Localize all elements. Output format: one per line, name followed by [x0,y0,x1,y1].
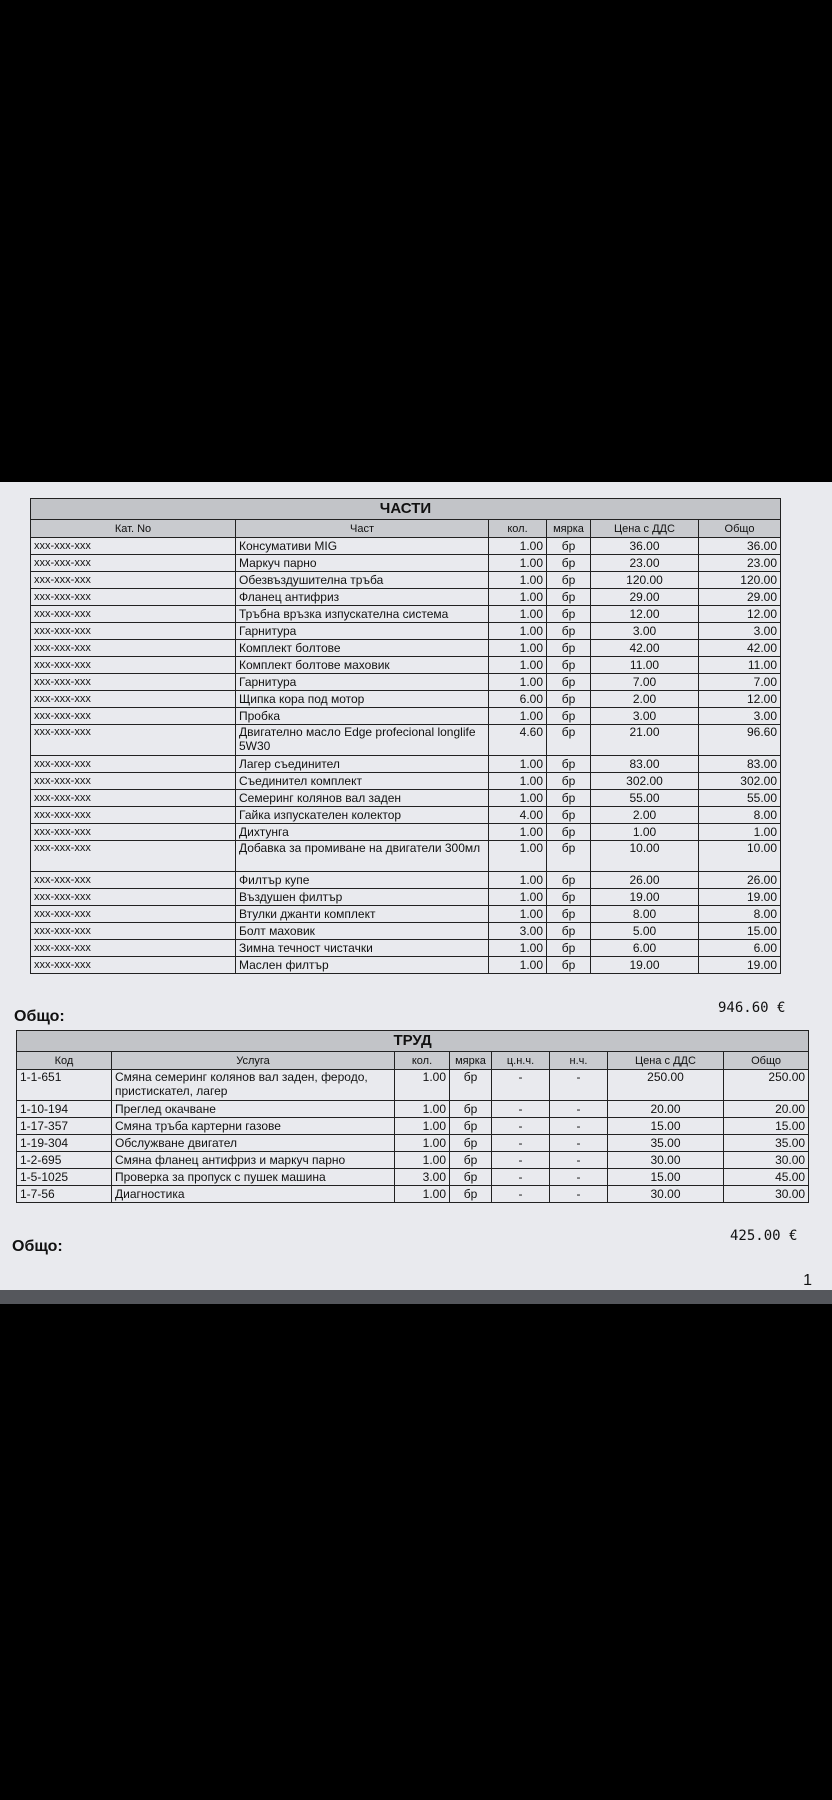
labor-title: ТРУД [17,1031,809,1052]
part-price: 5.00 [591,923,699,940]
parts-total-value: 946.60 € [718,1000,786,1016]
part-total: 302.00 [699,773,781,790]
part-qty: 1.00 [489,773,547,790]
part-total: 8.00 [699,807,781,824]
table-row [31,657,781,674]
part-code: xxx-xxx-xxx [31,940,236,957]
part-price: 19.00 [591,889,699,906]
service-price: 250.00 [608,1070,724,1101]
part-code: xxx-xxx-xxx [31,807,236,824]
service-price: 30.00 [608,1186,724,1203]
part-total: 15.00 [699,923,781,940]
table-row [31,923,781,940]
part-total: 23.00 [699,555,781,572]
service-qty: 1.00 [395,1101,450,1118]
service-qty: 3.00 [395,1169,450,1186]
part-unit: бр [547,807,591,824]
service-total: 35.00 [724,1135,809,1152]
table-row [17,1169,809,1186]
part-unit: бр [547,756,591,773]
service-name: Преглед окачване [112,1101,395,1118]
parts-column-header: кол. [489,520,547,538]
part-name: Комплект болтове маховик [236,657,489,674]
part-unit: бр [547,708,591,725]
part-name: Консумативи MIG [236,538,489,555]
part-unit: бр [547,841,591,872]
part-unit: бр [547,555,591,572]
service-rate: - [492,1135,550,1152]
part-name: Тръбна връзка изпускателна система [236,606,489,623]
part-name: Дихтунга [236,824,489,841]
part-qty: 1.00 [489,957,547,974]
part-qty: 1.00 [489,623,547,640]
part-code: xxx-xxx-xxx [31,957,236,974]
labor-column-header: Услуга [112,1052,395,1070]
service-qty: 1.00 [395,1135,450,1152]
part-name: Семеринг колянов вал заден [236,790,489,807]
table-row [31,773,781,790]
service-unit: бр [450,1070,492,1101]
table-row [31,708,781,725]
part-name: Фланец антифриз [236,589,489,606]
part-unit: бр [547,790,591,807]
table-row [31,640,781,657]
part-code: xxx-xxx-xxx [31,623,236,640]
table-row [31,756,781,773]
part-code: xxx-xxx-xxx [31,756,236,773]
part-price: 1.00 [591,824,699,841]
part-total: 1.00 [699,824,781,841]
service-hours: - [550,1118,608,1135]
part-unit: бр [547,606,591,623]
part-code: xxx-xxx-xxx [31,841,236,872]
part-total: 11.00 [699,657,781,674]
part-price: 302.00 [591,773,699,790]
service-price: 30.00 [608,1152,724,1169]
table-row [31,538,781,555]
part-price: 12.00 [591,606,699,623]
part-qty: 4.60 [489,725,547,756]
part-name: Гайка изпускателен колектор [236,807,489,824]
part-code: xxx-xxx-xxx [31,906,236,923]
service-price: 15.00 [608,1118,724,1135]
part-unit: бр [547,674,591,691]
part-code: xxx-xxx-xxx [31,538,236,555]
table-row [31,555,781,572]
service-total: 20.00 [724,1101,809,1118]
part-code: xxx-xxx-xxx [31,708,236,725]
part-name: Гарнитура [236,674,489,691]
labor-total-label: Общо: [12,1238,63,1255]
part-price: 55.00 [591,790,699,807]
service-total: 15.00 [724,1118,809,1135]
part-name: Пробка [236,708,489,725]
labor-column-header: Цена с ДДС [608,1052,724,1070]
service-total: 45.00 [724,1169,809,1186]
part-total: 12.00 [699,691,781,708]
part-code: xxx-xxx-xxx [31,872,236,889]
service-qty: 1.00 [395,1186,450,1203]
part-code: xxx-xxx-xxx [31,572,236,589]
service-total: 30.00 [724,1186,809,1203]
part-qty: 1.00 [489,841,547,872]
part-total: 120.00 [699,572,781,589]
part-price: 42.00 [591,640,699,657]
part-price: 120.00 [591,572,699,589]
part-code: xxx-xxx-xxx [31,889,236,906]
service-rate: - [492,1186,550,1203]
part-code: xxx-xxx-xxx [31,824,236,841]
part-unit: бр [547,773,591,790]
part-unit: бр [547,691,591,708]
part-name: Филтър купе [236,872,489,889]
service-code: 1-2-695 [17,1152,112,1169]
service-rate: - [492,1118,550,1135]
part-name: Съединител комплект [236,773,489,790]
part-total: 3.00 [699,623,781,640]
table-row [17,1135,809,1152]
service-hours: - [550,1186,608,1203]
service-code: 1-19-304 [17,1135,112,1152]
part-price: 21.00 [591,725,699,756]
labor-column-header: Общо [724,1052,809,1070]
part-price: 29.00 [591,589,699,606]
service-unit: бр [450,1152,492,1169]
part-qty: 1.00 [489,555,547,572]
table-row [17,1101,809,1118]
service-code: 1-5-1025 [17,1169,112,1186]
part-total: 83.00 [699,756,781,773]
parts-column-header: Част [236,520,489,538]
part-qty: 4.00 [489,807,547,824]
service-rate: - [492,1101,550,1118]
service-name: Диагностика [112,1186,395,1203]
page-number: 1 [803,1272,812,1289]
part-total: 55.00 [699,790,781,807]
part-total: 29.00 [699,589,781,606]
part-qty: 1.00 [489,572,547,589]
service-qty: 1.00 [395,1070,450,1101]
part-name: Маркуч парно [236,555,489,572]
part-total: 8.00 [699,906,781,923]
table-row [17,1070,809,1101]
part-total: 42.00 [699,640,781,657]
part-unit: бр [547,923,591,940]
part-total: 7.00 [699,674,781,691]
part-qty: 1.00 [489,906,547,923]
table-row [31,623,781,640]
part-price: 2.00 [591,807,699,824]
page-bottom-edge [0,1290,832,1304]
parts-column-header: Общо [699,520,781,538]
part-qty: 1.00 [489,889,547,906]
parts-column-header: Цена с ДДС [591,520,699,538]
table-row [31,872,781,889]
part-unit: бр [547,889,591,906]
service-name: Смяна тръба картерни газове [112,1118,395,1135]
part-name: Щипка кора под мотор [236,691,489,708]
part-unit: бр [547,725,591,756]
parts-column-header: Кат. No [31,520,236,538]
part-total: 96.60 [699,725,781,756]
table-row [31,589,781,606]
service-code: 1-7-56 [17,1186,112,1203]
part-total: 36.00 [699,538,781,555]
part-code: xxx-xxx-xxx [31,606,236,623]
part-code: xxx-xxx-xxx [31,790,236,807]
part-unit: бр [547,538,591,555]
service-name: Обслужване двигател [112,1135,395,1152]
parts-column-header: мярка [547,520,591,538]
labor-column-header: Код [17,1052,112,1070]
part-code: xxx-xxx-xxx [31,640,236,657]
service-unit: бр [450,1186,492,1203]
part-qty: 1.00 [489,708,547,725]
service-price: 15.00 [608,1169,724,1186]
parts-total-label: Общо: [14,1008,65,1025]
table-row [31,940,781,957]
labor-column-header: кол. [395,1052,450,1070]
part-qty: 1.00 [489,674,547,691]
part-qty: 1.00 [489,824,547,841]
part-price: 7.00 [591,674,699,691]
part-price: 23.00 [591,555,699,572]
part-unit: бр [547,657,591,674]
table-row [31,674,781,691]
part-unit: бр [547,824,591,841]
part-name: Болт маховик [236,923,489,940]
part-unit: бр [547,623,591,640]
part-price: 26.00 [591,872,699,889]
part-code: xxx-xxx-xxx [31,674,236,691]
service-qty: 1.00 [395,1152,450,1169]
part-price: 11.00 [591,657,699,674]
part-name: Двигателно масло Edge profecional longlife 5W30 [236,725,489,756]
service-hours: - [550,1169,608,1186]
service-hours: - [550,1101,608,1118]
part-qty: 6.00 [489,691,547,708]
part-name: Комплект болтове [236,640,489,657]
part-unit: бр [547,640,591,657]
service-unit: бр [450,1118,492,1135]
table-row [31,957,781,974]
table-row [17,1186,809,1203]
part-unit: бр [547,589,591,606]
service-unit: бр [450,1101,492,1118]
service-name: Смяна семеринг колянов вал заден, феродо, пристискател, лагер [112,1070,395,1101]
part-name: Добавка за промиване на двигатели 300мл [236,841,489,872]
service-hours: - [550,1070,608,1101]
part-qty: 1.00 [489,606,547,623]
part-price: 2.00 [591,691,699,708]
part-unit: бр [547,872,591,889]
table-row [31,725,781,756]
service-unit: бр [450,1135,492,1152]
part-price: 10.00 [591,841,699,872]
service-total: 30.00 [724,1152,809,1169]
service-unit: бр [450,1169,492,1186]
table-row [17,1152,809,1169]
service-rate: - [492,1070,550,1101]
table-row [31,606,781,623]
service-qty: 1.00 [395,1118,450,1135]
table-row [31,691,781,708]
service-code: 1-10-194 [17,1101,112,1118]
part-name: Маслен филтър [236,957,489,974]
part-total: 19.00 [699,957,781,974]
part-qty: 1.00 [489,538,547,555]
part-unit: бр [547,572,591,589]
part-total: 10.00 [699,841,781,872]
part-price: 83.00 [591,756,699,773]
table-row [31,790,781,807]
table-row [31,572,781,589]
service-price: 20.00 [608,1101,724,1118]
part-name: Лагер съединител [236,756,489,773]
part-unit: бр [547,940,591,957]
part-total: 26.00 [699,872,781,889]
part-code: xxx-xxx-xxx [31,657,236,674]
part-price: 3.00 [591,623,699,640]
part-qty: 1.00 [489,657,547,674]
table-row [31,906,781,923]
part-qty: 1.00 [489,872,547,889]
service-code: 1-1-651 [17,1070,112,1101]
part-price: 3.00 [591,708,699,725]
service-rate: - [492,1152,550,1169]
service-total: 250.00 [724,1070,809,1101]
service-hours: - [550,1152,608,1169]
part-code: xxx-xxx-xxx [31,725,236,756]
table-row [31,889,781,906]
part-unit: бр [547,906,591,923]
part-qty: 1.00 [489,756,547,773]
service-price: 35.00 [608,1135,724,1152]
part-total: 12.00 [699,606,781,623]
part-price: 19.00 [591,957,699,974]
part-price: 36.00 [591,538,699,555]
part-code: xxx-xxx-xxx [31,923,236,940]
part-unit: бр [547,957,591,974]
service-name: Проверка за пропуск с пушек машина [112,1169,395,1186]
table-row [31,841,781,872]
service-rate: - [492,1169,550,1186]
part-price: 6.00 [591,940,699,957]
part-total: 6.00 [699,940,781,957]
parts-table [30,498,781,974]
part-name: Зимна течност чистачки [236,940,489,957]
labor-table [16,1030,809,1203]
part-price: 8.00 [591,906,699,923]
table-row [31,824,781,841]
part-qty: 1.00 [489,790,547,807]
part-code: xxx-xxx-xxx [31,589,236,606]
part-qty: 1.00 [489,589,547,606]
labor-total-value: 425.00 € [730,1228,798,1244]
table-row [31,807,781,824]
part-total: 3.00 [699,708,781,725]
service-code: 1-17-357 [17,1118,112,1135]
part-code: xxx-xxx-xxx [31,773,236,790]
part-code: xxx-xxx-xxx [31,691,236,708]
part-total: 19.00 [699,889,781,906]
part-name: Въздушен филтър [236,889,489,906]
part-qty: 1.00 [489,940,547,957]
parts-title: ЧАСТИ [31,499,781,520]
labor-column-header: н.ч. [550,1052,608,1070]
part-name: Гарнитура [236,623,489,640]
labor-column-header: ц.н.ч. [492,1052,550,1070]
part-name: Обезвъздушителна тръба [236,572,489,589]
service-hours: - [550,1135,608,1152]
part-qty: 1.00 [489,640,547,657]
table-row [17,1118,809,1135]
part-qty: 3.00 [489,923,547,940]
labor-column-header: мярка [450,1052,492,1070]
service-name: Смяна фланец антифриз и маркуч парно [112,1152,395,1169]
part-code: xxx-xxx-xxx [31,555,236,572]
part-name: Втулки джанти комплект [236,906,489,923]
